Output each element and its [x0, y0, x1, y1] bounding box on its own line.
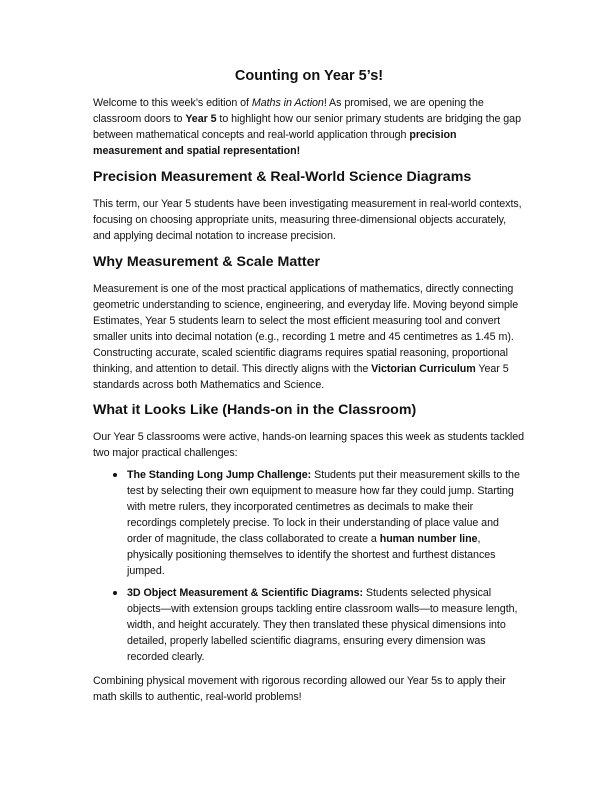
closing-paragraph: Combining physical movement with rigorous recording allowed our Year 5s to apply their math skills to authentic, real-world problems! — [93, 675, 506, 703]
challenge-text: Students put their measurement skills to the test by selecting their own equipment to measure how far they could jump. Starting with metre rulers, they incorporated centimetres as decimals to make their recordings completely precise. To lock in their understanding of place value and order of magnitude, the class collaborated to create a — [127, 469, 520, 545]
section-heading-precision: Precision Measurement & Real-World Science Diagrams — [93, 169, 472, 185]
challenge-text: , physically positioning themselves to identify the shortest and furthest distances jumped. — [127, 533, 496, 577]
challenge-title: The Standing Long Jump Challenge: — [127, 469, 312, 481]
challenge-title: 3D Object Measurement & Scientific Diagrams: — [127, 587, 363, 599]
section-why-body — [93, 281, 525, 393]
list-item — [93, 467, 525, 579]
year-level: Year 5 — [185, 113, 217, 125]
why-text-1: Measurement is one of the most practical applications of mathematics, directly connecting geometric understanding to science, engineering, and everyday life. Moving beyond simple Estimates, Year 5 students learn to select the most efficient measuring tool and convert smaller units into decimal notation (e.g., recording 1 metre and 45 centimetres as 1.45 m). Constructing accurate, scaled scientific diagrams requires spatial reasoning, proportional thinking, and attention to detail. This directly aligns with the — [93, 283, 519, 375]
section-hands-on-intro: Our Year 5 classrooms were active, hands-on learning spaces this week as students tackled two major practical challenges: — [93, 431, 524, 459]
list-item — [93, 585, 525, 665]
intro-emphasis: precision measurement and spatial representation! — [93, 129, 457, 157]
section-precision-body: This term, our Year 5 students have been investigating measurement in real-world contexts, focusing on choosing appropriate units, measuring three-dimensional objects accurately, and applying decimal notation to increase precision. — [93, 198, 522, 242]
intro-text-1: Welcome to this week’s edition of — [93, 97, 252, 109]
section-heading-hands-on: What it Looks Like (Hands-on in the Classroom) — [93, 402, 417, 418]
publication-name: Maths in Action — [251, 97, 324, 109]
section-heading-why: Why Measurement & Scale Matter — [93, 254, 321, 270]
intro-text-2: ! As promised, we are opening the classroom doors to — [93, 97, 484, 125]
page-title: Counting on Year 5’s! — [234, 68, 384, 84]
challenge-emphasis: human number line — [379, 533, 478, 545]
challenge-list — [93, 467, 525, 665]
challenge-text: Students selected physical objects—with extension groups tackling entire classroom walls—to measure length, width, and height accurately. They then translated these physical dimensions into detailed, properly labelled scientific diagrams, ensuring every dimension was recorded clearly. — [127, 587, 518, 663]
intro-paragraph — [93, 95, 525, 159]
why-text-2: Year 5 standards across both Mathematics and Science. — [93, 363, 509, 391]
curriculum-name: Victorian Curriculum — [371, 363, 476, 375]
intro-text-3: to highlight how our senior primary students are bridging the gap between mathematical concepts and real-world application through — [93, 113, 521, 141]
